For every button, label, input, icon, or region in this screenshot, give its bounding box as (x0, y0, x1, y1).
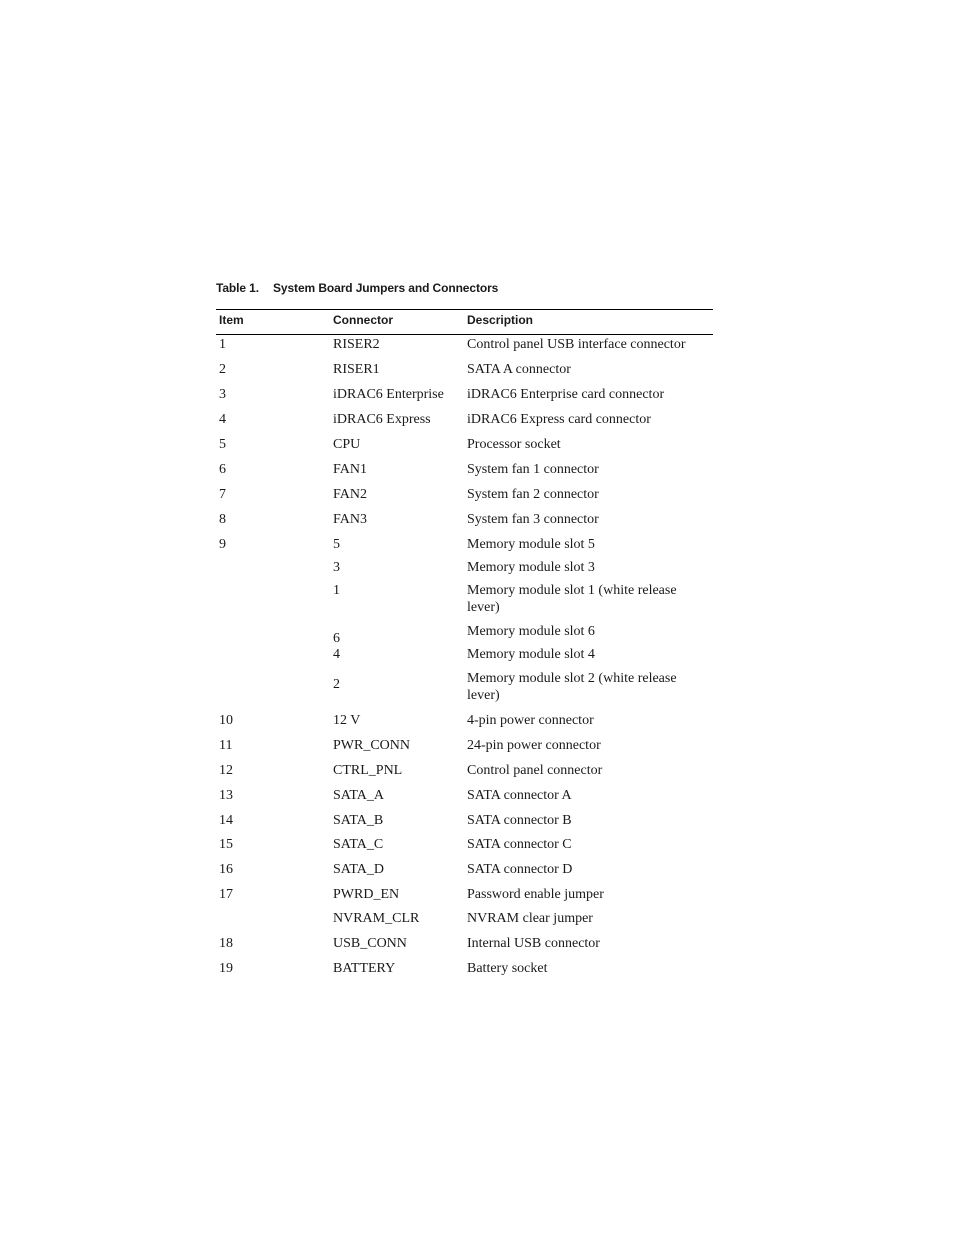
cell-description: Memory module slot 4 (467, 647, 595, 662)
cell-description: SATA connector D (467, 862, 573, 877)
cell-item: 16 (219, 862, 233, 877)
table-header (216, 310, 713, 334)
cell-connector: USB_CONN (333, 936, 407, 951)
cell-item: 4 (219, 412, 226, 427)
cell-item: 2 (219, 362, 226, 377)
cell-connector: iDRAC6 Express (333, 412, 431, 427)
cell-description: Memory module slot 2 (white release lever) (467, 671, 677, 703)
cell-description: SATA connector B (467, 813, 572, 828)
cell-item: 8 (219, 512, 226, 527)
cell-connector: CTRL_PNL (333, 763, 403, 778)
cell-item: 15 (219, 837, 233, 852)
cell-description: 4-pin power connector (467, 713, 594, 728)
cell-description: NVRAM clear jumper (467, 911, 593, 926)
header-description: Description (467, 313, 534, 327)
cell-connector: NVRAM_CLR (333, 911, 420, 926)
cell-connector: BATTERY (333, 961, 396, 976)
cell-connector: SATA_A (333, 788, 384, 803)
cell-item: 11 (219, 738, 233, 753)
cell-description: System fan 3 connector (467, 512, 599, 527)
cell-connector: SATA_C (333, 837, 384, 852)
cell-item: 18 (219, 936, 233, 951)
cell-connector: 2 (333, 677, 340, 692)
cell-description: Control panel connector (467, 763, 603, 778)
cell-connector: CPU (333, 437, 361, 452)
cell-description: Memory module slot 1 (white release lever) (467, 583, 677, 615)
cell-description: System fan 2 connector (467, 487, 599, 502)
cell-description: 24-pin power connector (467, 738, 601, 753)
cell-connector: SATA_D (333, 862, 384, 877)
cell-description: iDRAC6 Express card connector (467, 412, 651, 427)
cell-connector: 6 (333, 631, 340, 646)
cell-description: Memory module slot 6 (467, 624, 595, 639)
cell-item: 17 (219, 887, 233, 902)
cell-item: 7 (219, 487, 226, 502)
cell-connector: 5 (333, 537, 340, 552)
cell-description: Password enable jumper (467, 887, 604, 902)
cell-description: System fan 1 connector (467, 462, 599, 477)
cell-connector: FAN3 (333, 512, 367, 527)
cell-connector: 3 (333, 560, 340, 575)
cell-item: 3 (219, 387, 226, 402)
cell-connector: 1 (333, 583, 340, 598)
cell-item: 14 (219, 813, 233, 828)
cell-description: Battery socket (467, 961, 548, 976)
cell-connector: 12 V (333, 713, 361, 728)
cell-item: 13 (219, 788, 233, 803)
header-connector: Connector (333, 313, 393, 327)
cell-connector: PWRD_EN (333, 887, 400, 902)
cell-connector: FAN2 (333, 487, 367, 502)
cell-item: 6 (219, 462, 226, 477)
cell-description: SATA connector C (467, 837, 572, 852)
cell-item: 9 (219, 537, 226, 552)
cell-description: iDRAC6 Enterprise card connector (467, 387, 665, 402)
cell-description: Memory module slot 3 (467, 560, 595, 575)
cell-connector: SATA_B (333, 813, 384, 828)
table-title: System Board Jumpers and Connectors (273, 281, 499, 295)
cell-item: 19 (219, 961, 233, 976)
cell-description: Internal USB connector (467, 936, 600, 951)
table-caption (216, 281, 498, 295)
cell-description: Control panel USB interface connector (467, 337, 686, 352)
cell-description: SATA connector A (467, 788, 572, 803)
jumpers-connectors-table (216, 309, 713, 1015)
header-item: Item (219, 313, 244, 327)
cell-item: 1 (219, 337, 226, 352)
cell-connector: RISER2 (333, 337, 380, 352)
cell-connector: RISER1 (333, 362, 380, 377)
cell-item: 10 (219, 713, 233, 728)
cell-description: Processor socket (467, 437, 561, 452)
table-body (216, 335, 713, 1015)
cell-description: SATA A connector (467, 362, 571, 377)
cell-connector: PWR_CONN (333, 738, 411, 753)
cell-connector: iDRAC6 Enterprise (333, 387, 444, 402)
cell-description: Memory module slot 5 (467, 537, 595, 552)
table-number: Table 1. (216, 281, 259, 295)
cell-connector: 4 (333, 647, 340, 662)
cell-connector: FAN1 (333, 462, 367, 477)
cell-item: 5 (219, 437, 226, 452)
cell-item: 12 (219, 763, 233, 778)
